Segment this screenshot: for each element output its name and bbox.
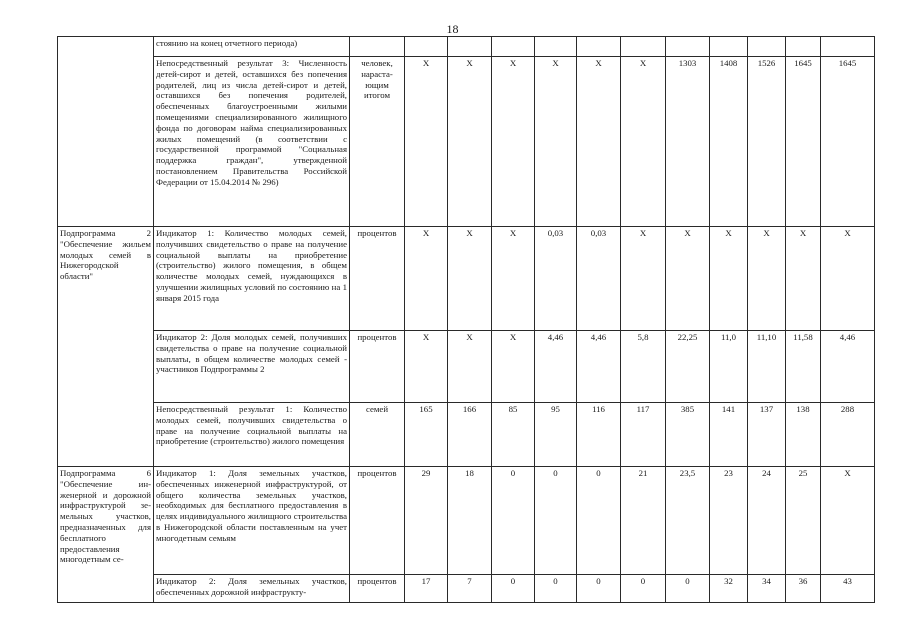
value-cell — [535, 37, 577, 57]
value-cell: 0 — [535, 467, 577, 575]
value-cell: X — [492, 227, 535, 331]
value-cell: X — [492, 57, 535, 227]
value-cell: 0,03 — [535, 227, 577, 331]
table-row — [58, 331, 875, 403]
value-cell: 0 — [535, 575, 577, 603]
value-cell: 11,10 — [748, 331, 786, 403]
description-cell: Непосредственный результат 3: Численность детей-сирот и детей, оставшихся без попечения родителей, лиц из числа детей-сирот и детей, оставшихся без попечения родителей, обеспеченных благоустроенными жилыми помещениями специализированного жилищного фонда по договорам найма специализированных жилых помещений (в соответствии с государственной программой "Социальная поддержка граждан", утвержденной постановлением Правительства Российской Федерации от 15.04.2014 № 296) — [154, 57, 350, 227]
value-cell: 1645 — [821, 57, 875, 227]
value-cell: 0 — [492, 467, 535, 575]
value-cell: 0 — [492, 575, 535, 603]
value-cell — [710, 37, 748, 57]
value-cell: X — [710, 227, 748, 331]
value-cell — [748, 37, 786, 57]
value-cell: X — [748, 227, 786, 331]
value-cell: 23,5 — [666, 467, 710, 575]
value-cell: 23 — [710, 467, 748, 575]
value-cell: 0 — [577, 467, 621, 575]
value-cell: 288 — [821, 403, 875, 467]
value-cell — [577, 37, 621, 57]
value-cell — [821, 37, 875, 57]
value-cell: 1408 — [710, 57, 748, 227]
value-cell: X — [448, 227, 492, 331]
value-cell: X — [666, 227, 710, 331]
program-cell: Подпрограмма 2 "Обеспечение жильем молодых семей в Нижегородской области" — [58, 227, 154, 467]
value-cell: 32 — [710, 575, 748, 603]
program-cell — [58, 37, 154, 227]
value-cell: X — [786, 227, 821, 331]
value-cell: X — [821, 227, 875, 331]
value-cell: 17 — [405, 575, 448, 603]
value-cell: 18 — [448, 467, 492, 575]
value-cell: X — [448, 57, 492, 227]
unit-cell — [350, 37, 405, 57]
value-cell: 85 — [492, 403, 535, 467]
unit-cell: человек, нарастающим итогом — [350, 57, 405, 227]
value-cell: 1645 — [786, 57, 821, 227]
value-cell — [492, 37, 535, 57]
value-cell: 116 — [577, 403, 621, 467]
value-cell: 165 — [405, 403, 448, 467]
value-cell: 29 — [405, 467, 448, 575]
value-cell: 34 — [748, 575, 786, 603]
value-cell — [786, 37, 821, 57]
unit-cell: процентов — [350, 575, 405, 603]
unit-cell: процентов — [350, 467, 405, 575]
value-cell: 4,46 — [577, 331, 621, 403]
description-cell: Индикатор 2: Доля земельных участков, обеспеченных дорожной инфраструкту- — [154, 575, 350, 603]
unit-cell: семей — [350, 403, 405, 467]
value-cell: X — [621, 227, 666, 331]
value-cell: 95 — [535, 403, 577, 467]
value-cell: X — [405, 57, 448, 227]
value-cell: 5,8 — [621, 331, 666, 403]
unit-cell: процентов — [350, 227, 405, 331]
table-row — [58, 227, 875, 331]
description-cell: стоянию на конец отчетного периода) — [154, 37, 350, 57]
description-cell: Индикатор 1: Доля земельных участков, обеспеченных инженерной инфраструктурой, от общего количества земельных участков, необходимых для бесплатного предоставления в целях индивидуального жилищного строительства в Нижегородской области поставленным на учет многодетным семьям — [154, 467, 350, 575]
value-cell: X — [405, 331, 448, 403]
value-cell: 11,58 — [786, 331, 821, 403]
table-row — [58, 467, 875, 575]
value-cell: 36 — [786, 575, 821, 603]
value-cell: 137 — [748, 403, 786, 467]
value-cell — [666, 37, 710, 57]
value-cell: X — [492, 331, 535, 403]
value-cell: 24 — [748, 467, 786, 575]
value-cell — [621, 37, 666, 57]
page-number: 18 — [446, 22, 459, 36]
table-row — [58, 403, 875, 467]
value-cell: 141 — [710, 403, 748, 467]
value-cell: 166 — [448, 403, 492, 467]
value-cell: 0,03 — [577, 227, 621, 331]
unit-cell: процентов — [350, 331, 405, 403]
value-cell: 7 — [448, 575, 492, 603]
value-cell: 117 — [621, 403, 666, 467]
value-cell: 1303 — [666, 57, 710, 227]
value-cell: X — [621, 57, 666, 227]
value-cell: X — [405, 227, 448, 331]
value-cell: 4,46 — [821, 331, 875, 403]
value-cell: 385 — [666, 403, 710, 467]
table-row — [58, 57, 875, 227]
value-cell: 138 — [786, 403, 821, 467]
value-cell: X — [821, 467, 875, 575]
value-cell — [405, 37, 448, 57]
value-cell: 25 — [786, 467, 821, 575]
table-row — [58, 575, 875, 603]
value-cell: X — [535, 57, 577, 227]
value-cell: 0 — [577, 575, 621, 603]
value-cell: X — [577, 57, 621, 227]
indicators-table — [57, 36, 875, 603]
value-cell: 1526 — [748, 57, 786, 227]
value-cell — [448, 37, 492, 57]
value-cell: 4,46 — [535, 331, 577, 403]
description-cell: Индикатор 1: Количество молодых семей, получивших свидетельство о праве на получение социальной выплаты на приобретение (строительство) жилого помещения, в общем количестве молодых семей, нуждающихся в улучшении жилищных условий по состоянию на 1 января 2015 года — [154, 227, 350, 331]
table-row — [58, 37, 875, 57]
value-cell: 0 — [621, 575, 666, 603]
description-cell: Индикатор 2: Доля молодых семей, получивших свидетельства о праве на получение социальной выплаты, в общем количестве молодых семей - участников Подпрограммы 2 — [154, 331, 350, 403]
value-cell: 22,25 — [666, 331, 710, 403]
value-cell: 11,0 — [710, 331, 748, 403]
description-cell: Непосредственный результат 1: Количество молодых семей, получивших свидетельства о праве на получение социальной выплаты на приобретение (строительство) жилого помещения — [154, 403, 350, 467]
value-cell: 0 — [666, 575, 710, 603]
value-cell: 43 — [821, 575, 875, 603]
value-cell: X — [448, 331, 492, 403]
program-cell: Подпрограмма 6 "Обеспечение инженерной и дорожной инфраструктурой земельных участков, предназначенных для бесплатного предоставления многодетным се- — [58, 467, 154, 603]
value-cell: 21 — [621, 467, 666, 575]
